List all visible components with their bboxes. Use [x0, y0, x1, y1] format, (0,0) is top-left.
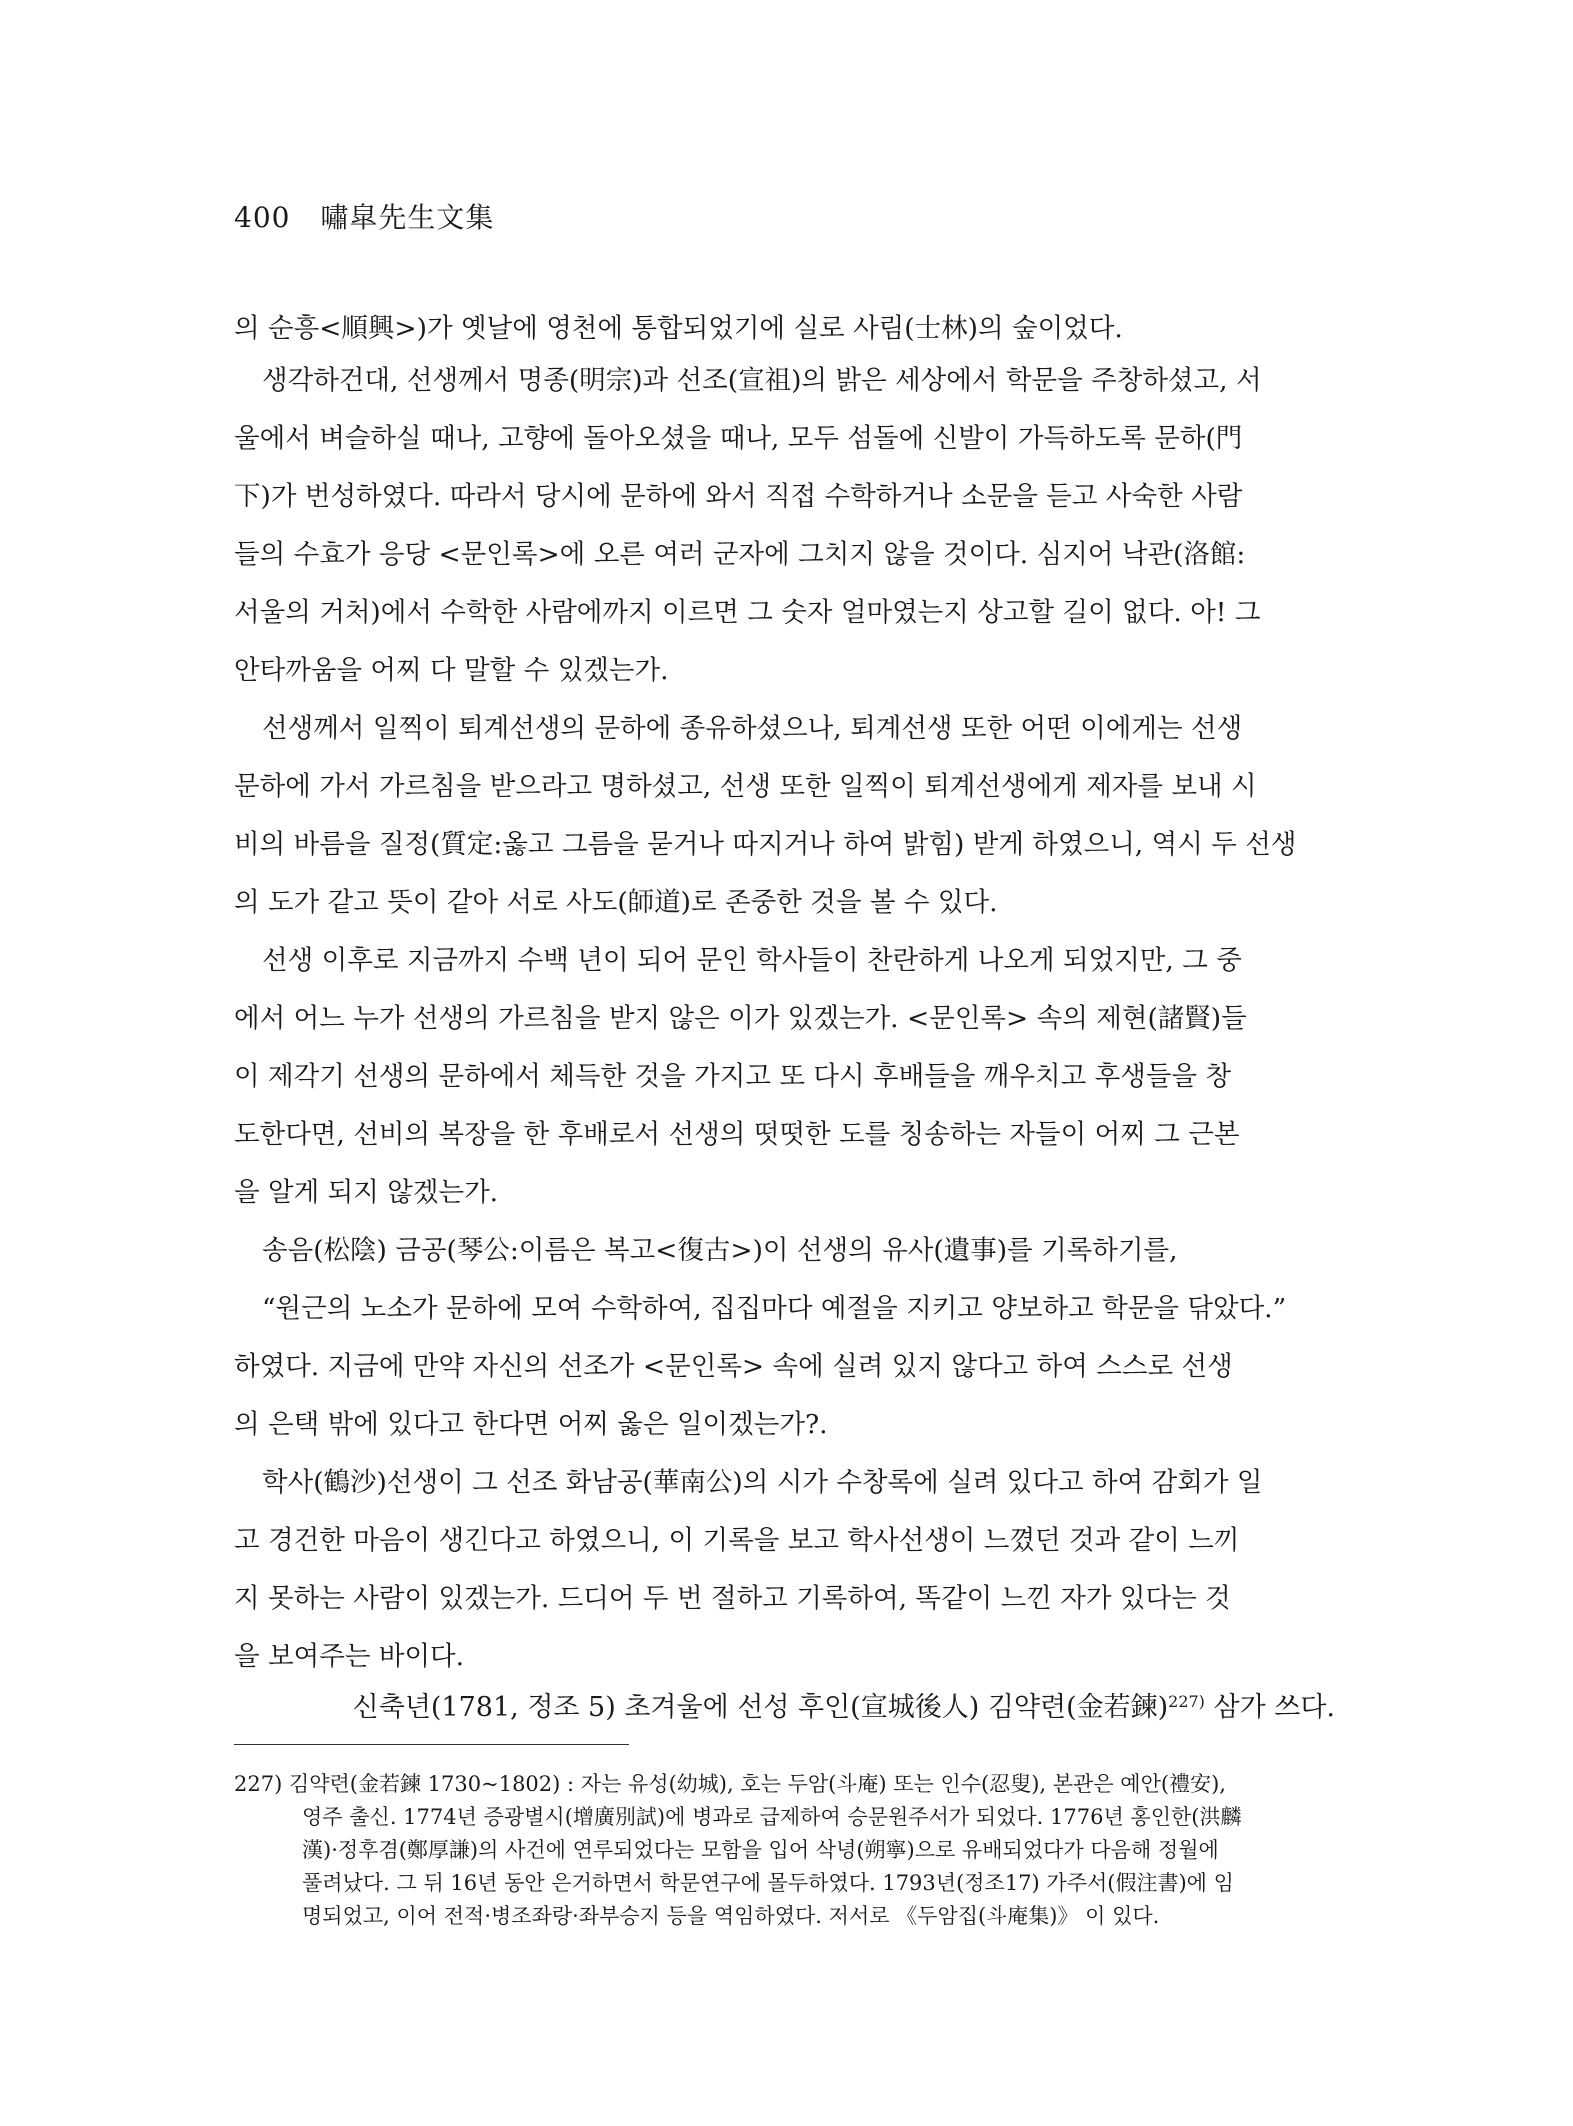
body-line: 하였다. 지금에 만약 자신의 선조가 <문인록> 속에 실려 있지 않다고 하여 스스로 선생: [234, 1351, 1233, 1382]
footnote-divider: [234, 1744, 629, 1745]
body-line: 이 제각기 선생의 문하에서 체득한 것을 가지고 또 다시 후배들을 깨우치고 후생들을 창: [234, 1061, 1232, 1092]
body-line: 고 경건한 마음이 생긴다고 하였으니, 이 기록을 보고 학사선생이 느꼈던 것과 같이 느끼: [234, 1525, 1240, 1556]
signature-suffix: 삼가 쓰다.: [1204, 1692, 1335, 1723]
body-text: [234, 306, 1334, 1686]
body-line: 울에서 벼슬하실 때나, 고향에 돌아오셨을 때나, 모두 섬돌에 신발이 가득하도록 문하(門: [234, 423, 1243, 454]
body-line: 생각하건대, 선생께서 명종(明宗)과 선조(宣祖)의 밝은 세상에서 학문을 주창하셨고, 서: [262, 365, 1262, 396]
body-line: 下)가 번성하였다. 따라서 당시에 문하에 와서 직접 수학하거나 소문을 듣고 사숙한 사람: [234, 481, 1243, 512]
page-number: 400: [234, 201, 291, 234]
body-line: 들의 수효가 응당 <문인록>에 오른 여러 군자에 그치지 않을 것이다. 심지어 낙관(洛館:: [234, 539, 1246, 570]
signature-line: [345, 1685, 1335, 1724]
footnote-line: 227) 김약련(金若鍊 1730~1802) : 자는 유성(幼城), 호는 두암(斗庵) 또는 인수(忍叟), 본관은 예안(禮安),: [234, 1772, 1226, 1796]
signature-text: 신축년(1781, 정조 5) 초겨울에 선성 후인(宣城後人) 김약련(金若鍊): [352, 1692, 1169, 1723]
body-line: “원근의 노소가 문하에 모여 수학하여, 집집마다 예절을 지키고 양보하고 학문을 닦았다.”: [262, 1293, 1287, 1324]
running-header: [234, 196, 494, 236]
footnote-line: 漢)·정후겸(鄭厚謙)의 사건에 연루되었다는 모함을 입어 삭녕(朔寧)으로 유배되었다가 다음해 정월에: [302, 1838, 1219, 1862]
footnote-line: 풀려났다. 그 뒤 16년 동안 은거하면서 학문연구에 몰두하였다. 1793년(정조17) 가주서(假注書)에 임: [302, 1871, 1234, 1895]
body-line: 선생께서 일찍이 퇴계선생의 문하에 종유하셨으나, 퇴계선생 또한 어떤 이에게는 선생: [262, 713, 1243, 744]
book-title: 嘯皐先生文集: [320, 201, 495, 234]
body-line: 선생 이후로 지금까지 수백 년이 되어 문인 학사들이 찬란하게 나오게 되었지만, 그 중: [262, 945, 1242, 976]
body-line: 서울의 거처)에서 수학한 사람에까지 이르면 그 숫자 얼마였는지 상고할 길이 없다. 아! 그: [234, 597, 1261, 628]
body-line: 송음(松陰) 금공(琴公:이름은 복고<復古>)이 선생의 유사(遺事)를 기록하기를,: [262, 1235, 1178, 1266]
body-line: 학사(鶴沙)선생이 그 선조 화남공(華南公)의 시가 수창록에 실려 있다고 하여 감회가 일: [262, 1467, 1263, 1498]
body-line: 문하에 가서 가르침을 받으라고 명하셨고, 선생 또한 일찍이 퇴계선생에게 제자를 보내 시: [234, 771, 1257, 802]
body-line: 안타까움을 어찌 다 말할 수 있겠는가.: [234, 655, 669, 686]
footnote-reference[interactable]: 227): [1168, 1692, 1205, 1711]
footnote-line: 명되었고, 이어 전적·병조좌랑·좌부승지 등을 역임하였다. 저서로 《두암집(斗庵集)》 이 있다.: [302, 1904, 1160, 1928]
body-line: 에서 어느 누가 선생의 가르침을 받지 않은 이가 있겠는가. <문인록> 속의 제현(諸賢)들: [234, 1003, 1247, 1034]
footnote-line: 영주 출신. 1774년 증광별시(增廣別試)에 병과로 급제하여 승문원주서가 되었다. 1776년 홍인한(洪麟: [302, 1805, 1242, 1829]
body-line: 의 순흥<順興>)가 옛날에 영천에 통합되었기에 실로 사림(士林)의 숲이었다.: [234, 313, 1123, 344]
body-line: 의 도가 같고 뜻이 같아 서로 사도(師道)로 존중한 것을 볼 수 있다.: [234, 887, 998, 918]
body-line: 을 보여주는 바이다.: [234, 1641, 465, 1672]
body-line: 도한다면, 선비의 복장을 한 후배로서 선생의 떳떳한 도를 칭송하는 자들이 어찌 그 근본: [234, 1119, 1240, 1150]
body-line: 을 알게 되지 않겠는가.: [234, 1177, 499, 1208]
body-line: 지 못하는 사람이 있겠는가. 드디어 두 번 절하고 기록하여, 똑같이 느낀 자가 있다는 것: [234, 1583, 1231, 1614]
body-line: 의 은택 밖에 있다고 한다면 어찌 옳은 일이겠는가?.: [234, 1409, 828, 1440]
footnote-block: [234, 1768, 1334, 1933]
body-line: 비의 바름을 질정(質定:옳고 그름을 묻거나 따지거나 하여 밝힘) 받게 하였으니, 역시 두 선생: [234, 829, 1297, 860]
